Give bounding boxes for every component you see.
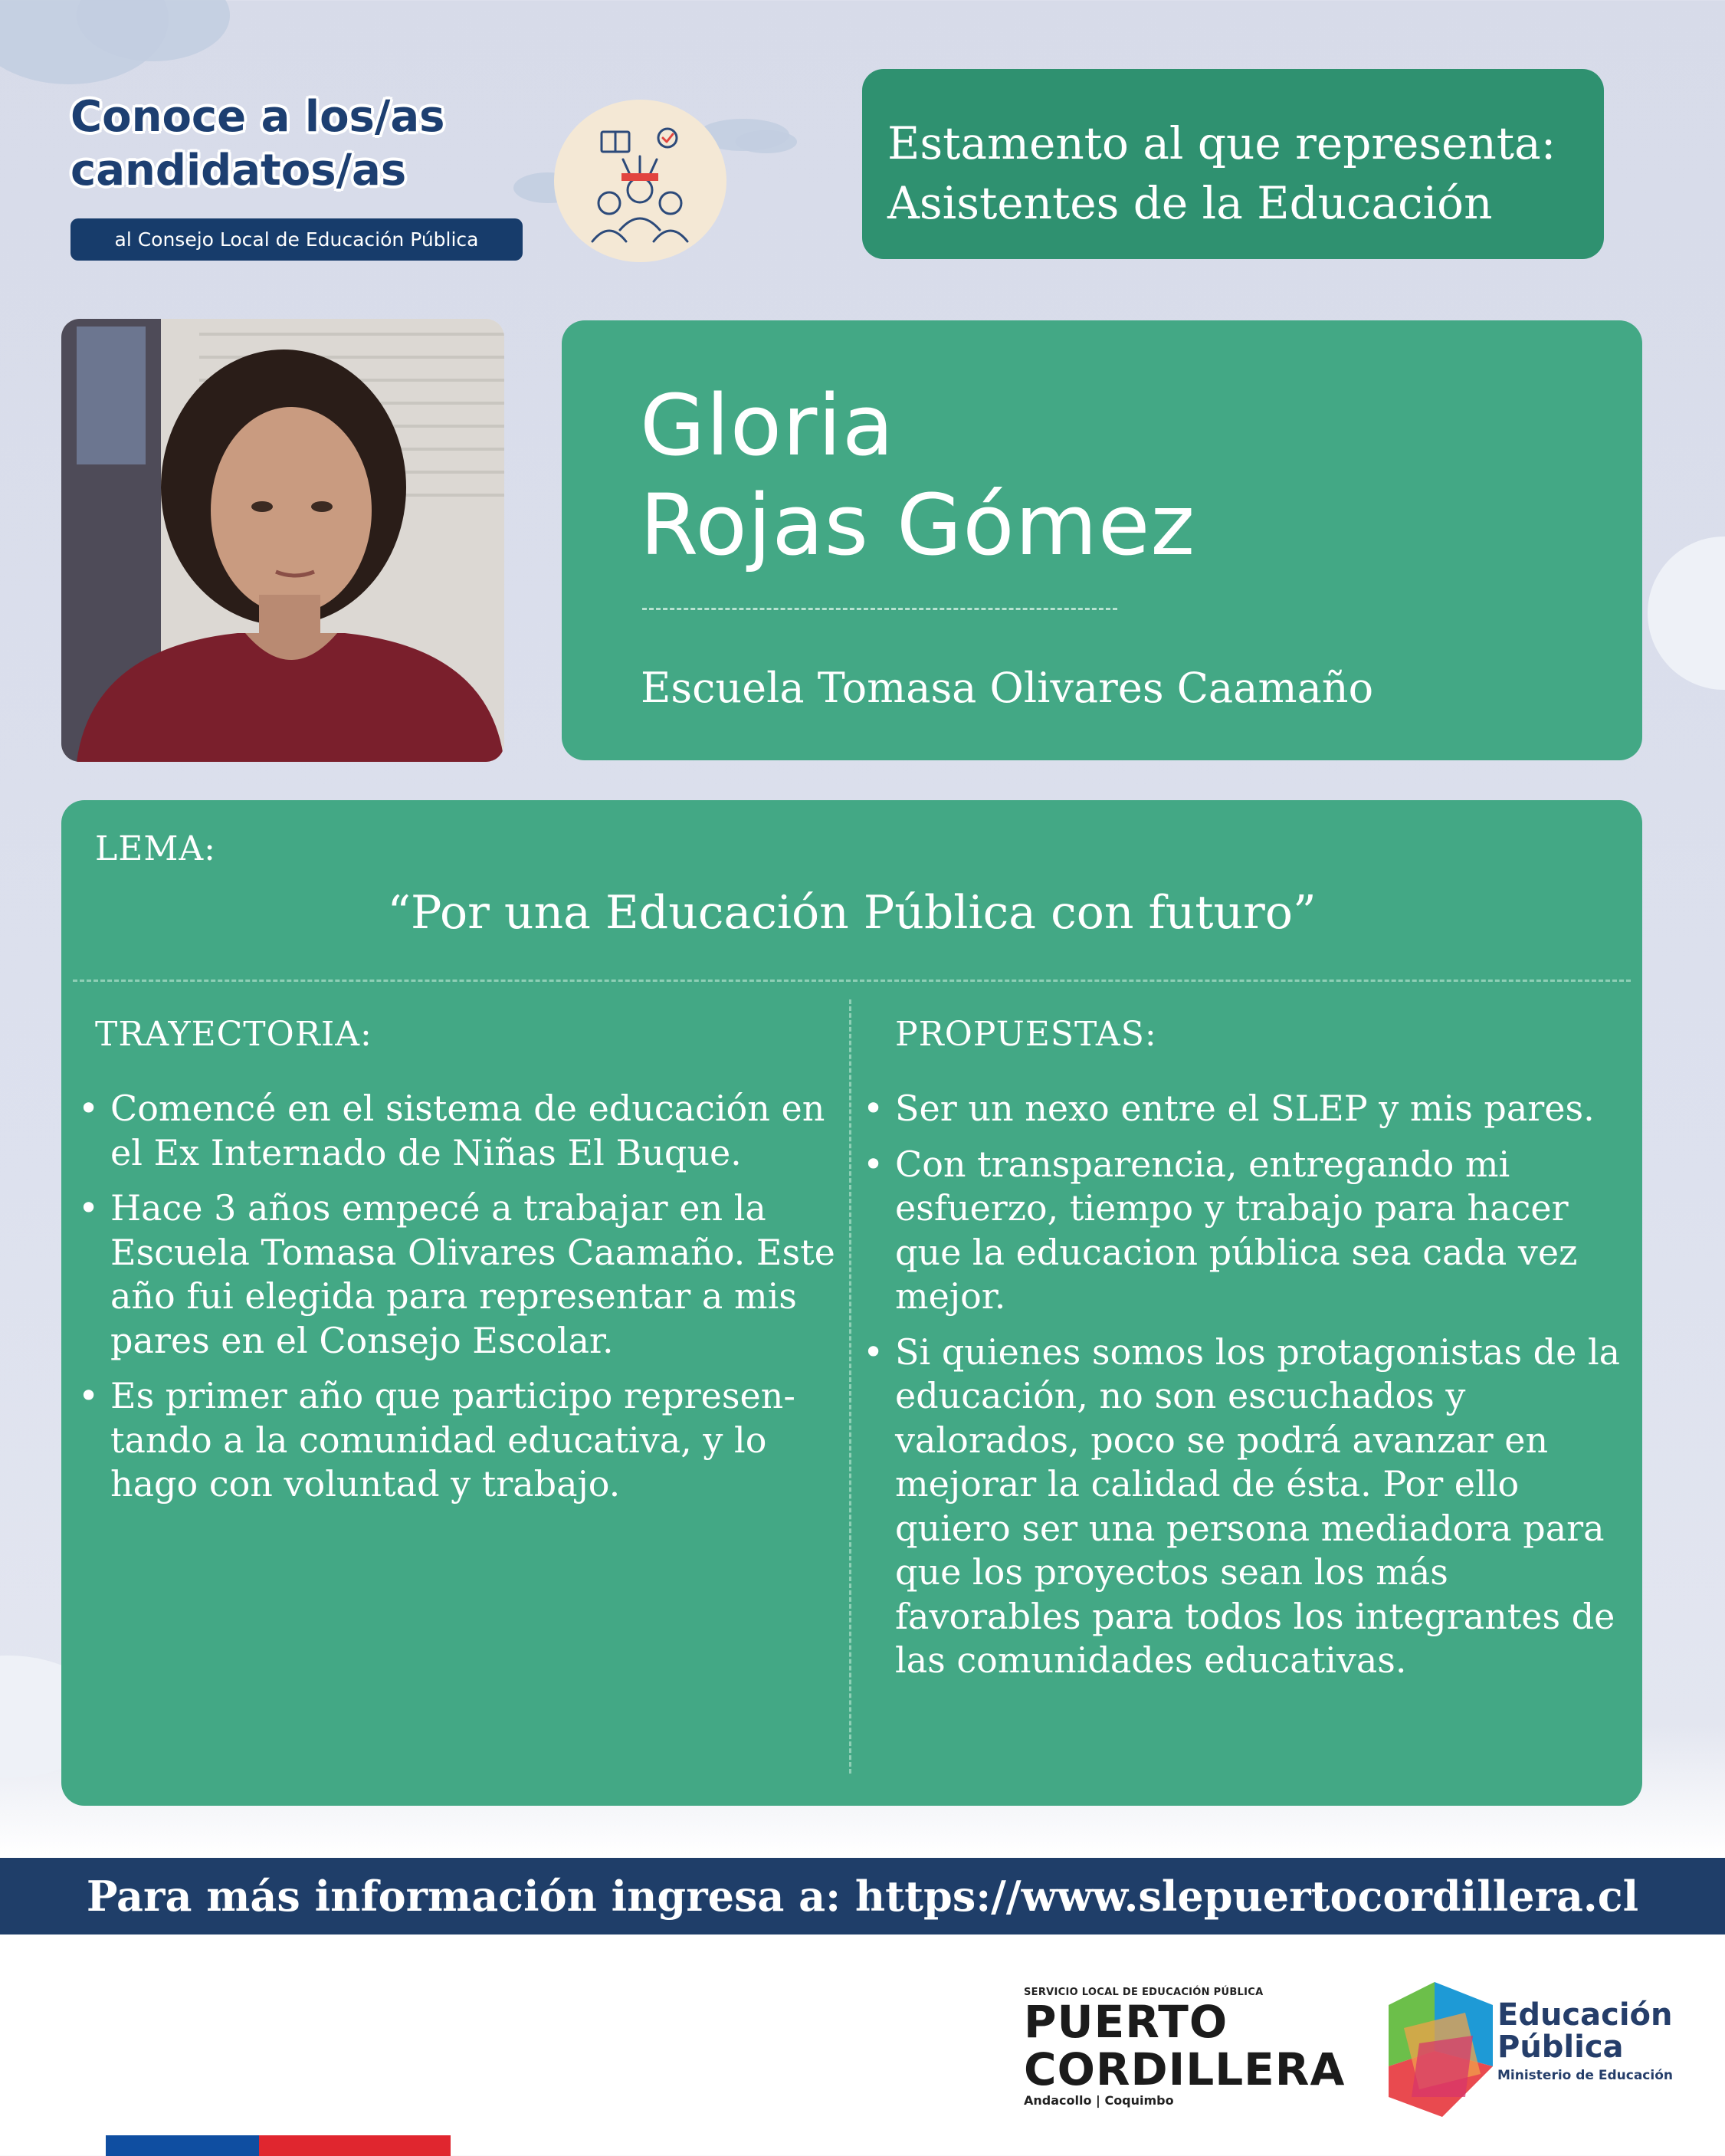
list-item: • Con transparencia, entregando mi esfuerzo, tiempo y trabajo para hacer que la educacion pública sea cada vez mejor. — [863, 1143, 1629, 1319]
estamento-value: Asistentes de la Educación — [887, 177, 1493, 229]
candidate-card — [562, 320, 1642, 760]
name-divider — [642, 608, 1117, 610]
ep-title-line1: Educación — [1497, 1997, 1673, 2033]
slep-logo-line1: PUERTO — [1024, 1996, 1228, 2048]
educacion-publica-mark-icon — [1389, 1982, 1493, 2117]
header-subtitle: al Consejo Local de Educación Pública — [71, 218, 523, 261]
candidate-name — [640, 376, 1195, 575]
header-title — [71, 90, 444, 198]
lema-text: “Por una Educación Pública con futuro” — [387, 886, 1317, 940]
trayectoria-label: TRAYECTORIA: — [95, 1015, 372, 1054]
list-item: • Si quienes somos los protagonistas de la educación, no son escuchados y valorados, poco se podrá avanzar en mejorar la calidad de ésta. Por ello quiero ser una persona mediadora para que los proyectos sean los más favorables para todos los integrantes de las comunidades educativas. — [863, 1331, 1629, 1683]
slep-logo-caption: SERVICIO LOCAL DE EDUCACIÓN PÚBLICA — [1024, 1987, 1264, 1998]
ep-subtitle: Ministerio de Educación — [1497, 2068, 1673, 2083]
ep-title-line2: Pública — [1497, 2030, 1624, 2065]
government-color-bar — [106, 2135, 451, 2156]
candidate-portrait — [61, 319, 504, 762]
slep-puerto-cordillera-logo — [1024, 1987, 1353, 2115]
list-item: • Comencé en el sistema de educación en el Ex Internado de Niñas El Buque. — [78, 1087, 844, 1175]
candidate-details — [61, 800, 1642, 1806]
column-divider — [849, 999, 851, 1774]
students-voting-icon — [554, 100, 726, 262]
candidate-school: Escuela Tomasa Olivares Caamaño — [641, 664, 1374, 712]
estamento-label: Estamento al que representa: — [887, 117, 1556, 169]
cloud-decoration — [1648, 537, 1725, 690]
list-item: • Ser un nexo entre el SLEP y mis pares. — [863, 1087, 1629, 1131]
section-divider — [73, 980, 1631, 982]
footer-info-bar — [0, 1858, 1725, 1934]
header-title-line1: Conoce a los/as — [71, 92, 445, 142]
lema-label: LEMA: — [95, 829, 216, 868]
propuestas-list — [863, 1087, 1629, 1695]
educacion-publica-text — [1497, 1999, 1673, 2083]
trayectoria-list — [78, 1087, 844, 1518]
header-title-line2: candidatos/as — [71, 146, 407, 195]
estamento-card — [862, 69, 1604, 259]
candidate-last-name: Rojas Gómez — [640, 476, 1196, 574]
footer-info-text[interactable]: Para más información ingresa a: https://www.slepuertocordillera.cl — [86, 1872, 1639, 1921]
cloud-decoration — [736, 130, 797, 153]
list-item: • Es primer año que participo represen-tando a la comunidad educativa, y lo hago con voluntad y trabajo. — [78, 1374, 844, 1507]
propuestas-label: PROPUESTAS: — [895, 1015, 1157, 1054]
candidate-first-name: Gloria — [640, 376, 895, 474]
list-item: • Hace 3 años empecé a trabajar en la Escuela Tomasa Olivares Caamaño. Este año fui elegida para representar a mis pares en el Consejo Escolar. — [78, 1186, 844, 1363]
slep-logo-line2: CORDILLERA — [1024, 2043, 1346, 2095]
educacion-publica-logo — [1389, 1982, 1695, 2117]
slep-logo-location: Andacollo | Coquimbo — [1024, 2093, 1174, 2108]
